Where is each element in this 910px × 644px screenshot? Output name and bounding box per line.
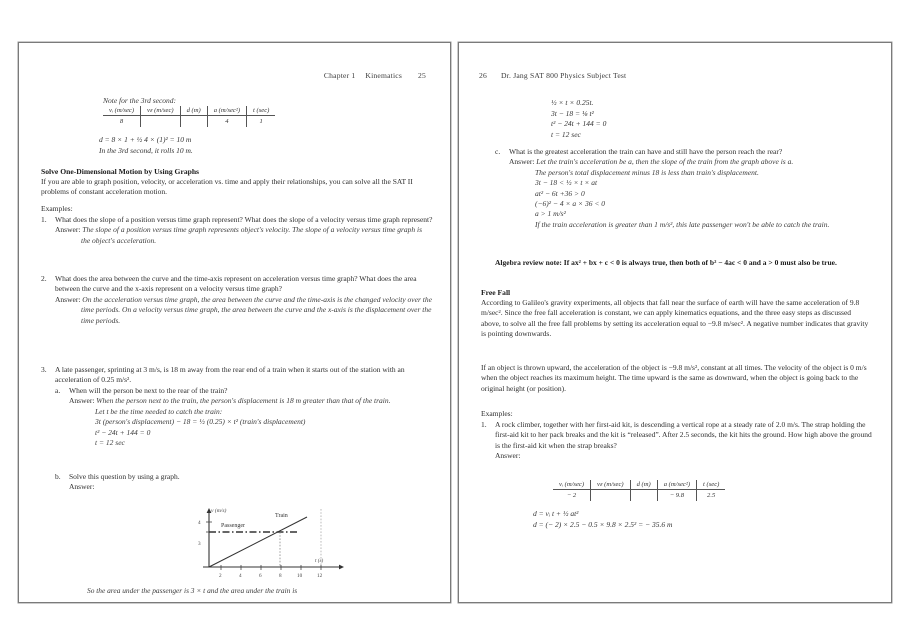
answer-text: On the acceleration versus time graph, the area between the curve and the time-axis is the changed velocity over the time periods. On a velocity versus time graph, the area between the curve and the x-axis is the displacement over the time periods.: [81, 294, 432, 325]
example-item-2: [41, 274, 433, 326]
answer-line-1: When the person next to the train, the person's displacement is 18 m greater than that of the train.: [96, 396, 391, 406]
col-vi: vᵢ (m/sec): [553, 480, 591, 490]
subitem-question: When will the person be next to the rear of the train?: [69, 386, 228, 395]
svg-text:Passenger: Passenger: [221, 523, 245, 529]
free-fall-paragraph-1: According to Galileo's gravity experiments, all objects that fall near the surface of earth will have the same acceleration of 9.8 m/sec². Since the free fall acceleration is constant, we can apply kinematics equations, and the three easy steps as discussed above, to solve all the free fall problems by setting its acceleration equal to −9.8 m/sec². A negative number indicates that gravity is pointing downwards.: [481, 298, 869, 339]
table-row: [103, 116, 275, 128]
svg-text:Train: Train: [275, 513, 288, 519]
item-question: A rock climber, together with her first-aid kit, is descending a vertical rope at a steady rate of 2.0 m/s. The strap holding the first-aid kit to her pack breaks and the kit is “released”. After 2.5 seconds, the kit hits the ground. How high above the ground is the first-aid kit when the strap breaks?: [495, 420, 872, 450]
cell-vf: [591, 490, 631, 502]
answer-line-4: at² − 6t +36 > 0: [535, 188, 585, 198]
running-head-chapter: Chapter 1: [323, 71, 356, 80]
item-marker: 3.: [41, 365, 47, 374]
subitem-marker: b.: [55, 472, 61, 481]
book-title: Dr. Jang SAT 800 Physics Subject Test: [501, 71, 627, 80]
page-right: [458, 42, 892, 603]
kinematics-table-1: [103, 106, 275, 127]
section-body-graphs: If you are able to graph position, velocity, or acceleration vs. time and apply their relationships, you can solve all the SAT II problems of constant acceleration motion.: [41, 177, 413, 197]
answer-label: Answer:: [55, 225, 81, 235]
algebra-review-note: Algebra review note: If ax² + bx + c < 0 is always true, then both of b² − 4ac < 0 and a > 0 must also be true.: [495, 258, 837, 267]
answer-line-5: t = 12 sec: [95, 438, 125, 448]
subitem-question: What is the greatest acceleration the train can have and still have the person reach the rear?: [509, 147, 783, 156]
table-header-row: [103, 106, 275, 116]
cell-t: 2.5: [697, 490, 726, 502]
svg-text:2: 2: [219, 573, 222, 579]
free-fall-item-1: [481, 420, 873, 462]
answer-label: Answer:: [495, 451, 521, 461]
item-marker: 1.: [41, 215, 47, 224]
final-equations: [533, 509, 863, 530]
svg-text:8: 8: [279, 573, 282, 579]
running-head-left: [324, 71, 426, 80]
graph-caption: So the area under the passenger is 3 × t and the area under the train is: [87, 586, 298, 595]
table-header-row: [553, 480, 725, 490]
answer-label: Answer:: [509, 157, 535, 167]
svg-text:v (m/s): v (m/s): [211, 508, 227, 514]
page-number-right: 26: [479, 71, 487, 80]
cell-vi: 8: [119, 118, 124, 125]
item-marker: 2.: [41, 274, 47, 283]
answer-label: Answer:: [55, 294, 81, 304]
table-row: [553, 490, 725, 502]
col-vf: vғ (m/sec): [591, 480, 631, 490]
answer-line-7: If the train acceleration is greater than 1 m/s², this late passenger won't be able to catch the train.: [535, 219, 830, 229]
subitem-marker: c.: [495, 147, 501, 156]
equation-line-1: ½ × t × 0.25t.: [551, 98, 594, 107]
col-vf: vғ (m/sec): [141, 106, 181, 116]
answer-line-1: Let the train's acceleration be a, then the slope of the train from the graph above is a.: [536, 157, 794, 167]
cell-a: 4: [207, 116, 246, 128]
answer-label: Answer:: [69, 396, 95, 406]
equation-line-2: 3t − 18 = ⅛ t²: [551, 108, 594, 118]
col-d: d (m): [180, 106, 207, 116]
svg-text:10: 10: [297, 573, 303, 579]
equation-displacement-result: d = (− 2) × 2.5 − 0.5 × 9.8 × 2.5² = − 35.6 m: [533, 519, 673, 529]
answer-line-3: 3t (person's displacement) − 18 = ½ (0.25) × t² (train's displacement): [95, 417, 306, 427]
cell-vf: [141, 116, 181, 128]
note-line: Note for the 3rd second:: [103, 96, 177, 105]
cell-a: − 9.8: [657, 490, 696, 502]
item-question: What does the area between the curve and the time-axis represent on acceleration versus time graph? What does the area between the curve and the x-axis represent on a velocity versus time graph?: [55, 274, 417, 294]
col-t: t (sec): [247, 106, 276, 116]
cell-vi: − 2: [566, 492, 577, 499]
col-vi: vᵢ (m/sec): [103, 106, 141, 116]
examples-label-left: Examples:: [41, 204, 73, 213]
svg-text:6: 6: [259, 573, 262, 579]
answer-line-4: t² − 24t + 144 = 0: [95, 427, 151, 437]
svg-text:12: 12: [317, 573, 323, 579]
svg-text:t (s): t (s): [315, 558, 324, 564]
answer-line-5: (−6)² − 4 × a × 36 < 0: [535, 199, 606, 209]
equation-displacement-formula: d = vᵢ t + ½ at²: [533, 509, 579, 518]
equation-line-3: t² − 24t + 144 = 0: [551, 119, 607, 129]
equation-d-third-second: d = 8 × 1 + ½ 4 × (1)² = 10 m: [99, 135, 192, 144]
equation-line-4: t = 12 sec: [551, 129, 581, 139]
col-a: a (m/sec²): [657, 480, 696, 490]
cell-d: [630, 490, 657, 502]
graph-svg: [179, 505, 379, 585]
example-item-3b: [55, 472, 433, 493]
subitem-marker: a.: [55, 386, 61, 395]
subitem-question: Solve this question by using a graph.: [69, 472, 180, 481]
answer-line-2: The person's total displacement minus 18 is less than train's displacement.: [535, 167, 759, 177]
cell-t: 1: [247, 116, 276, 128]
answer-text: The slope of a position versus time graph represents object's velocity. The slope of a velocity versus time graph is the object's acceleration.: [81, 225, 423, 245]
example-item-1: [41, 215, 433, 246]
example-item-3c: [495, 147, 873, 230]
page-left: [18, 42, 451, 603]
running-head-title: Kinematics: [365, 71, 402, 80]
section-heading-graphs: Solve One-Dimensional Motion by Using Graphs: [41, 167, 200, 176]
answer-line-3: 3t − 18 < ½ × t × at: [535, 178, 598, 188]
velocity-time-graph: [179, 505, 379, 585]
top-equations: [551, 98, 871, 140]
svg-text:4: 4: [239, 573, 242, 579]
running-head-right: [479, 71, 626, 80]
free-fall-heading: Free Fall: [481, 288, 511, 297]
example-item-3a: [55, 386, 433, 448]
free-fall-paragraph-2: If an object is thrown upward, the acceleration of the object is −9.8 m/s², constant at all times. The velocity of the object is 0 m/s when the object reaches its maximum height. The time upward is the same as downward, when the object is going back to the original height (or position).: [481, 363, 867, 393]
cell-d: [180, 116, 207, 128]
item-question: A late passenger, sprinting at 3 m/s, is 18 m away from the rear end of a train when it starts out of the station with an acceleration of 0.25 m/s².: [55, 365, 405, 385]
equation-rolls-10m: In the 3rd second, it rolls 10 m.: [99, 146, 193, 155]
examples-label-right: Examples:: [481, 409, 513, 418]
answer-label: Answer:: [69, 482, 95, 492]
col-d: d (m): [630, 480, 657, 490]
col-t: t (sec): [697, 480, 726, 490]
item-question: What does the slope of a position versus time graph represent? What does the slope of a velocity versus time graph represent?: [55, 215, 433, 224]
example-item-3: [41, 365, 433, 386]
col-a: a (m/sec²): [207, 106, 246, 116]
svg-text:4: 4: [198, 520, 201, 526]
item-marker: 1.: [481, 420, 487, 429]
answer-line-6: a > 1 m/s²: [535, 209, 566, 219]
answer-line-2: Let t be the time needed to catch the train:: [95, 406, 223, 416]
svg-text:3: 3: [198, 541, 201, 547]
kinematics-table-2: [553, 480, 725, 501]
page-number-left: 25: [418, 71, 426, 80]
